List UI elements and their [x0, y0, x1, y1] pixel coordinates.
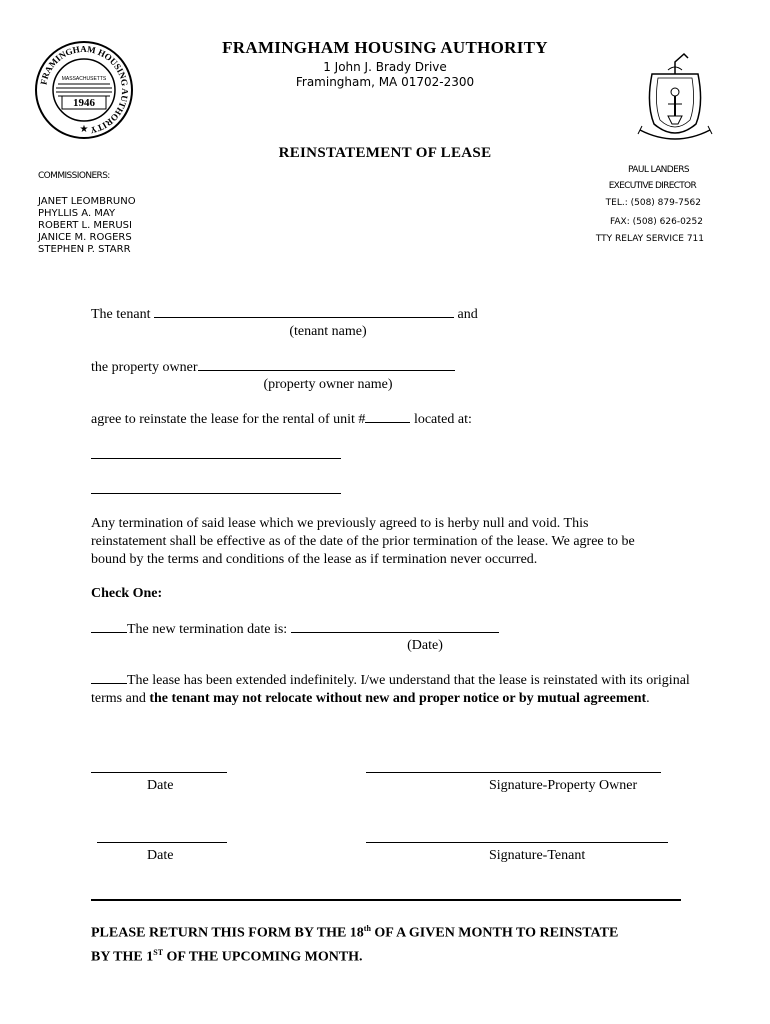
option-2-check-field[interactable] [91, 671, 127, 684]
org-address-line1: 1 John J. Brady Drive [323, 60, 447, 74]
commissioner-name: JANICE M. ROGERS [38, 232, 132, 243]
owner-label: the property owner [91, 360, 198, 375]
tenant-signature-field[interactable] [366, 842, 668, 843]
seal-icon [34, 40, 134, 140]
director-tty: TTY RELAY SERVICE 711 [595, 234, 704, 244]
option-2-period: . [646, 691, 650, 706]
option-2-bold-text: the tenant may not relocate without new and proper notice or by mutual agreement [149, 691, 647, 706]
tenant-name-field[interactable] [154, 305, 454, 318]
tenant-name-caption: (tenant name) [289, 324, 367, 339]
footer-notice [91, 919, 711, 966]
footer-line-1: PLEASE RETURN THIS FORM BY THE 18th OF A GIVEN MONTH TO REINSTATE [91, 924, 619, 941]
owner-name-field[interactable] [198, 358, 455, 371]
org-address-line2: Framingham, MA 01702-2300 [295, 75, 475, 89]
housing-authority-seal [34, 40, 134, 140]
date-caption: (Date) [407, 638, 443, 653]
owner-row [91, 358, 511, 377]
tenant-label: The tenant [91, 307, 151, 322]
tenant-and: and [457, 307, 478, 322]
commissioners-list [38, 196, 136, 256]
owner-name-caption: (property owner name) [263, 377, 393, 392]
option-1-text: The new termination date is: [127, 622, 288, 637]
director-title: EXECUTIVE DIRECTOR [608, 181, 696, 191]
termination-date-field[interactable] [291, 620, 499, 633]
check-one-heading: Check One: [91, 586, 163, 601]
svg-text:★: ★ [79, 124, 89, 135]
org-name: FRAMINGHAM HOUSING AUTHORITY [222, 38, 548, 57]
svg-text:1946: 1946 [73, 97, 95, 109]
located-at-label: located at: [413, 412, 472, 427]
director-tel: TEL.: (508) 879-7562 [605, 198, 701, 208]
tenant-row [91, 305, 511, 324]
director-name: PAUL LANDERS [628, 165, 689, 175]
tenant-signature-label: Signature-Tenant [489, 848, 586, 863]
director-fax: FAX: (508) 626-0252 [610, 217, 703, 227]
unit-label: agree to reinstate the lease for the rental of unit # [91, 412, 366, 427]
unit-row [91, 410, 551, 429]
address-line-1-field[interactable] [91, 458, 341, 459]
date-field-1[interactable] [91, 772, 227, 773]
commissioner-name: STEPHEN P. STARR [38, 244, 131, 255]
option-extended [91, 671, 691, 708]
date-label-1: Date [147, 778, 174, 793]
coat-of-arms-icon [632, 44, 718, 148]
date-label-2: Date [147, 848, 174, 863]
svg-text:FRAMINGHAM HOUSING AUTHORITY: FRAMINGHAM HOUSING AUTHORITY [38, 43, 131, 136]
form-title: REINSTATEMENT OF LEASE [278, 145, 492, 161]
footer-line-2: BY THE 1ST OF THE UPCOMING MONTH. [91, 947, 363, 965]
commissioner-name: PHYLLIS A. MAY [38, 208, 116, 219]
unit-number-field[interactable] [365, 410, 410, 423]
svg-text:MASSACHUSETTS: MASSACHUSETTS [61, 76, 107, 82]
commissioner-name: JANET LEOMBRUNO [38, 196, 136, 207]
reinstatement-paragraph: Any termination of said lease which we previously agreed to is herby null and void. This reinstatement shall be effective as of the date of the prior termination of the lease. We agree to be bound by the terms and conditions of the lease as if termination never occurred. [91, 516, 635, 567]
owner-signature-label: Signature-Property Owner [489, 778, 638, 793]
footer-divider [91, 899, 681, 901]
commissioners-heading: COMMISSIONERS: [38, 171, 110, 181]
option-1-check-field[interactable] [91, 620, 127, 633]
state-seal [632, 44, 718, 148]
commissioner-name: ROBERT L. MERUSI [38, 220, 132, 231]
address-line-2-field[interactable] [91, 493, 341, 494]
owner-signature-field[interactable] [366, 772, 661, 773]
date-field-2[interactable] [97, 842, 227, 843]
option-2-text: The lease has been extended indefinitely. I/we understand that the lease is reinstated with its original terms and [91, 673, 690, 706]
